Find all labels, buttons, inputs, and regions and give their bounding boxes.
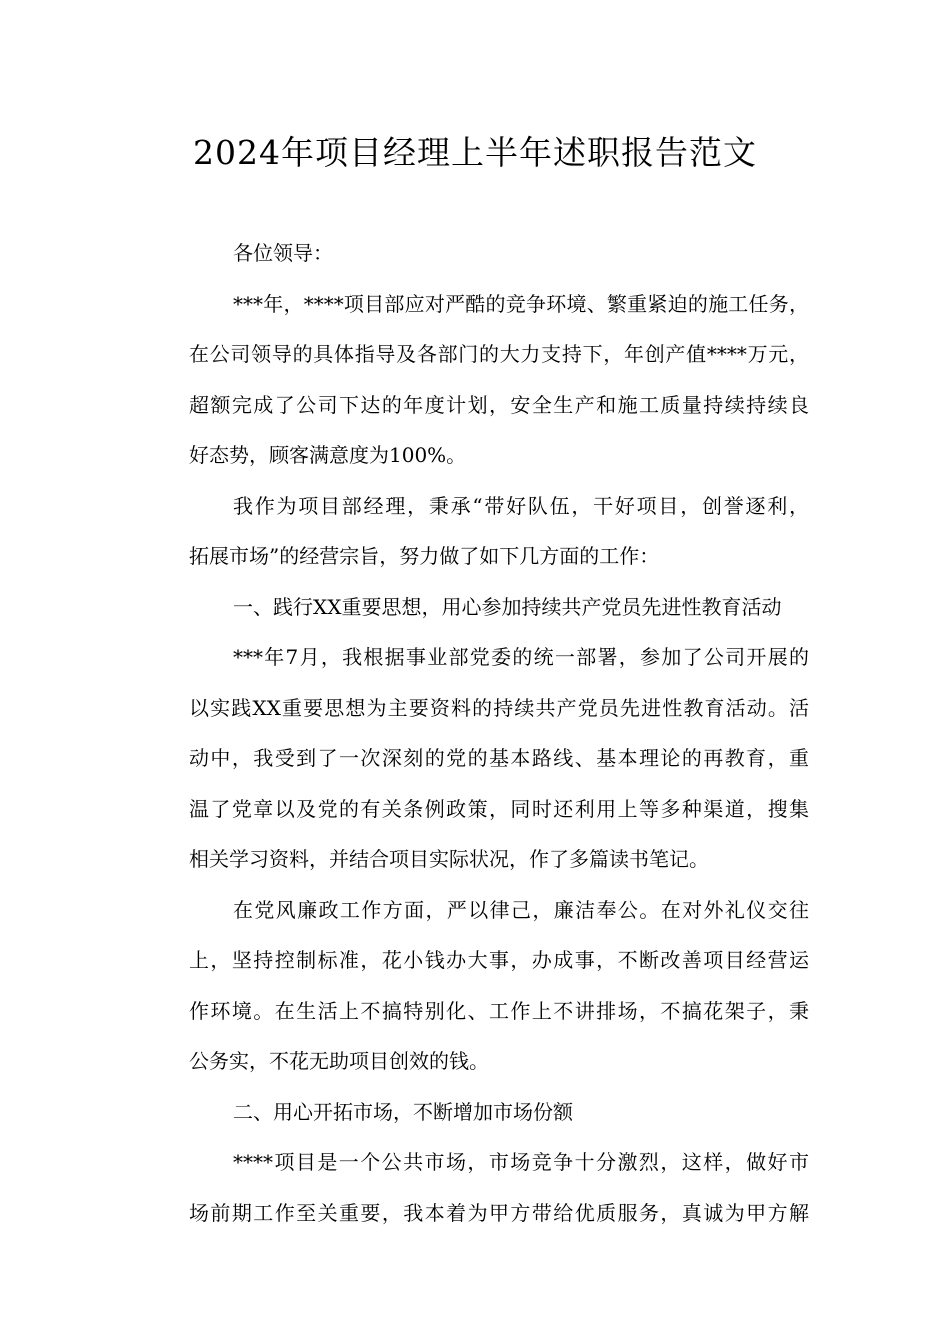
text-line: 上，坚持控制标准，花小钱办大事，办成事，不断改善项目经营运 <box>189 948 809 972</box>
text-line: ***年7月，我根据事业部党委的统一部署，参加了公司开展的 <box>233 645 809 669</box>
paragraph-market <box>145 1137 809 1238</box>
text-line: 温了党章以及党的有关条例政策，同时还利用上等多种渠道，搜集 <box>189 796 809 821</box>
text-line: 在公司领导的具体指导及各部门的大力支持下，年创产值****万元， <box>189 342 809 366</box>
text-line: 二、用心开拓市场，不断增加市场份额 <box>233 1099 573 1124</box>
paragraph-salutation <box>145 228 809 279</box>
paragraph-intro <box>145 279 809 481</box>
text-line: 作环境。在生活上不搞特别化、工作上不讲排场，不搞花架子，秉 <box>189 998 809 1023</box>
document-title: 2024年项目经理上半年述职报告范文 <box>193 133 757 172</box>
text-line: 拓展市场”的经营宗旨，努力做了如下几方面的工作： <box>189 544 660 568</box>
section-heading-2 <box>145 1087 809 1138</box>
text-line: 场前期工作至关重要，我本着为甲方带给优质服务，真诚为甲方解 <box>189 1200 809 1225</box>
text-line: 公务实，不花无助项目创效的钱。 <box>189 1049 489 1073</box>
text-line: 相关学习资料，并结合项目实际状况，作了多篇读书笔记。 <box>189 847 709 871</box>
text-line: 一、践行XX重要思想，用心参加持续共产党员先进性教育活动 <box>233 594 782 619</box>
text-line: 各位领导： <box>233 241 333 265</box>
text-line: ***年，****项目部应对严酷的竞争环境、繁重紧迫的施工任务， <box>233 291 809 316</box>
text-line: 好态势，顾客满意度为100%。 <box>189 443 467 467</box>
paragraph-education <box>145 632 809 885</box>
paragraph-integrity <box>145 885 809 1087</box>
text-line: 动中，我受到了一次深刻的党的基本路线、基本理论的再教育，重 <box>189 746 809 770</box>
text-line: 以实践XX重要思想为主要资料的持续共产党员先进性教育活动。活 <box>189 695 809 720</box>
text-line: ****项目是一个公共市场，市场竞争十分激烈，这样，做好市 <box>233 1150 809 1174</box>
document-body <box>145 228 809 1238</box>
section-heading-1 <box>145 582 809 633</box>
text-line: 在党风廉政工作方面，严以律己，廉洁奉公。在对外礼仪交往 <box>233 897 809 922</box>
text-line: 我作为项目部经理，秉承“带好队伍，干好项目，创誉逐利， <box>233 493 809 518</box>
text-line: 超额完成了公司下达的年度计划，安全生产和施工质量持续持续良 <box>189 392 809 417</box>
paragraph-role <box>145 481 809 582</box>
